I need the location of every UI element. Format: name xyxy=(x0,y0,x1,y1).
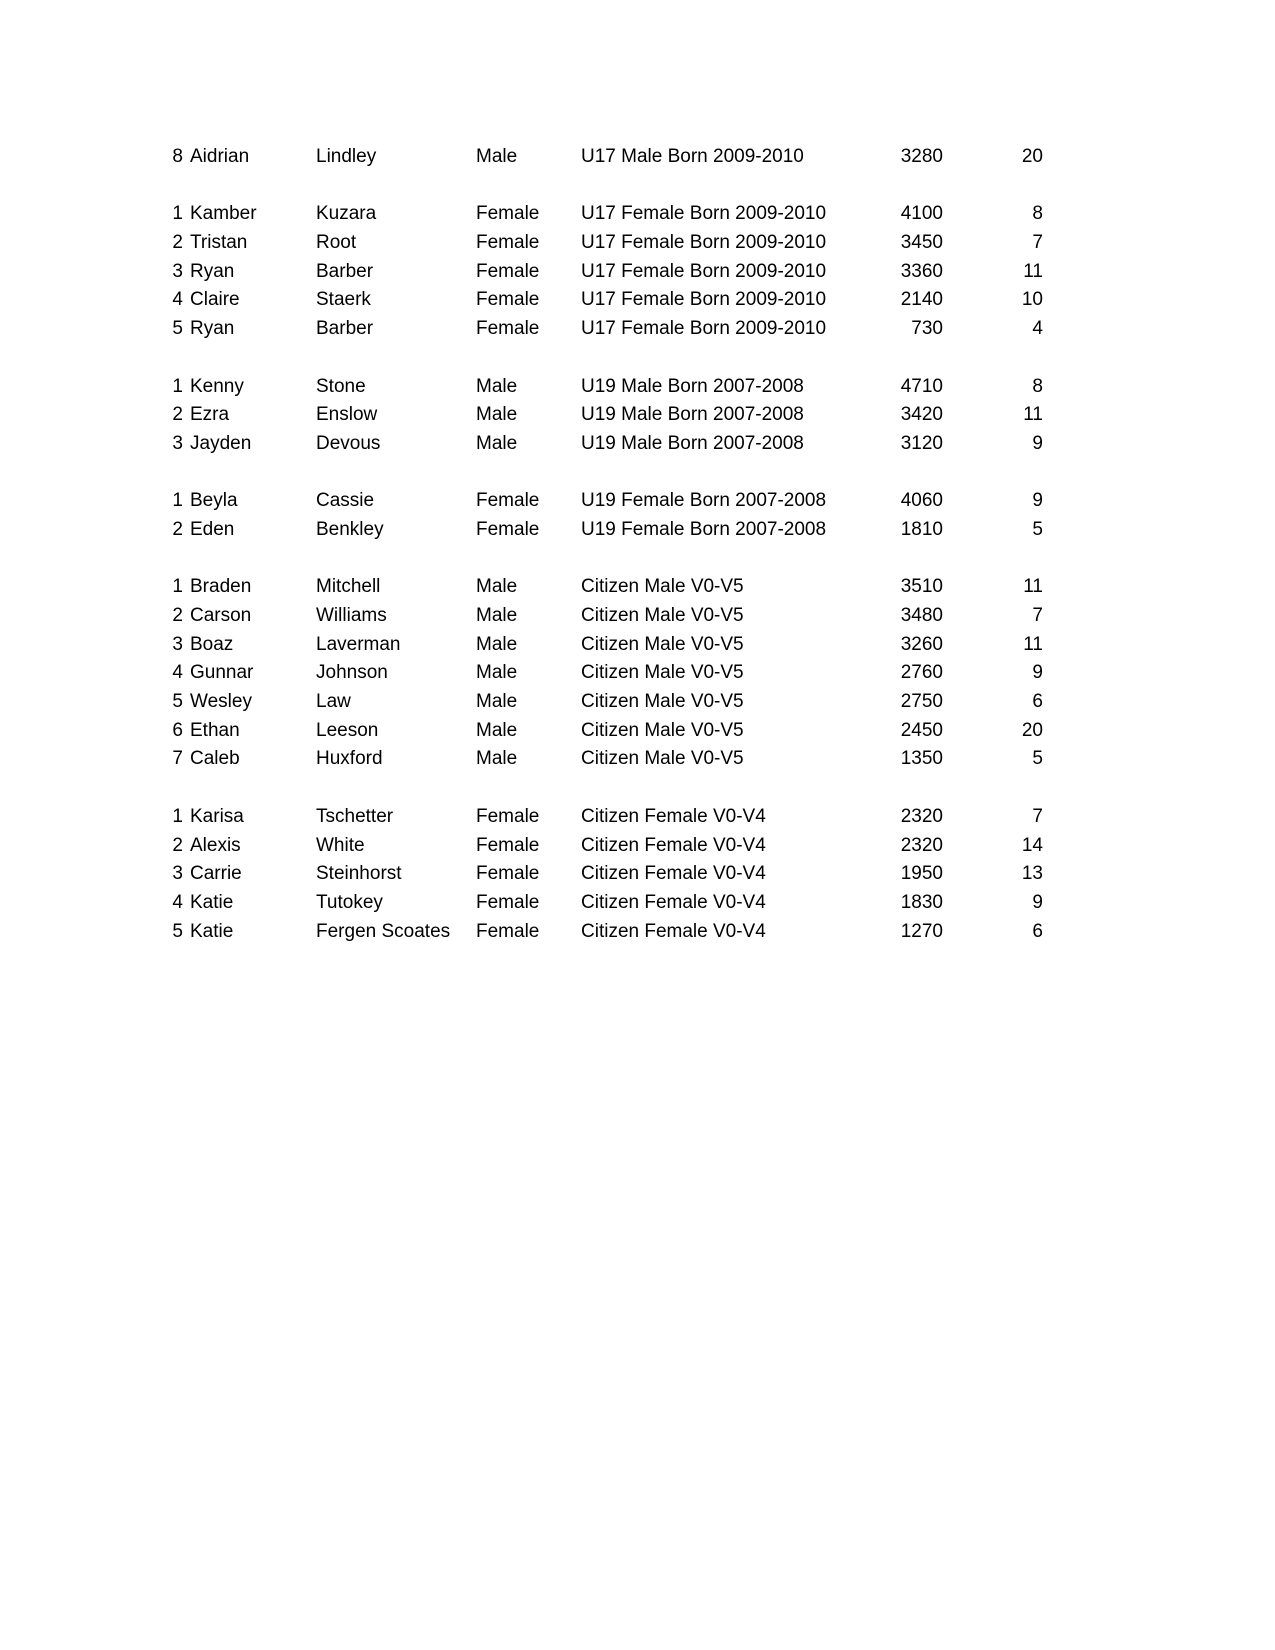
last-name-cell: Staerk xyxy=(316,289,371,311)
category-cell: Citizen Male V0-V5 xyxy=(581,576,744,598)
category-cell: Citizen Female V0-V4 xyxy=(581,891,766,913)
rank-cell: 2 xyxy=(172,404,183,426)
score-cell: 1810 xyxy=(900,518,943,540)
rank-cell: 1 xyxy=(172,203,183,225)
gender-cell: Male xyxy=(476,691,518,713)
score-cell: 2760 xyxy=(900,662,943,684)
score-cell: 4060 xyxy=(900,490,943,512)
gender-cell: Male xyxy=(476,748,518,770)
score-cell: 4710 xyxy=(900,375,943,397)
category-cell: Citizen Female V0-V4 xyxy=(581,805,766,827)
gender-cell: Male xyxy=(476,633,518,655)
rank-cell: 5 xyxy=(172,691,183,713)
first-name-cell: Kenny xyxy=(190,375,244,397)
count-cell: 11 xyxy=(1023,633,1043,655)
first-name-cell: Carson xyxy=(190,605,252,626)
last-name-cell: Barber xyxy=(316,260,374,282)
first-name-cell: Eden xyxy=(190,518,235,540)
count-cell: 11 xyxy=(1023,260,1043,282)
gender-cell: Male xyxy=(476,719,518,741)
table-row xyxy=(158,832,1043,861)
rank-cell: 2 xyxy=(172,834,183,856)
gender-cell: Female xyxy=(476,863,540,885)
last-name-cell: Tutokey xyxy=(316,891,383,913)
gender-cell: Female xyxy=(476,289,540,311)
gender-cell: Female xyxy=(476,891,540,913)
first-name-cell: Alexis xyxy=(190,834,241,856)
rank-cell: 3 xyxy=(172,863,183,885)
group-spacer xyxy=(158,459,1043,488)
score-cell: 3510 xyxy=(900,576,943,598)
gender-cell: Male xyxy=(476,576,518,598)
first-name-cell: Katie xyxy=(190,920,234,942)
last-name-cell: Lindley xyxy=(316,146,377,167)
count-cell: 11 xyxy=(1023,404,1043,426)
gender-cell: Female xyxy=(476,490,540,512)
count-cell: 11 xyxy=(1023,576,1043,598)
last-name-cell: Benkley xyxy=(316,518,384,540)
category-cell: U19 Female Born 2007-2008 xyxy=(581,518,827,540)
last-name-cell: Root xyxy=(316,232,357,254)
score-cell: 1950 xyxy=(900,863,943,885)
first-name-cell: Aidrian xyxy=(190,146,250,167)
last-name-cell: Huxford xyxy=(316,748,383,770)
count-cell: 10 xyxy=(1021,289,1043,311)
table-row xyxy=(158,631,1043,660)
category-cell: U17 Female Born 2009-2010 xyxy=(581,318,827,340)
group-spacer xyxy=(158,344,1043,373)
last-name-cell: Tschetter xyxy=(316,805,394,827)
count-cell: 6 xyxy=(1032,920,1043,942)
last-name-cell: Mitchell xyxy=(316,576,381,598)
last-name-cell: Barber xyxy=(316,318,374,340)
category-cell: Citizen Male V0-V5 xyxy=(581,605,744,626)
score-cell: 4100 xyxy=(900,203,943,225)
gender-cell: Female xyxy=(476,518,540,540)
count-cell: 4 xyxy=(1032,318,1043,340)
category-cell: U17 Female Born 2009-2010 xyxy=(581,260,827,282)
last-name-cell: Kuzara xyxy=(316,203,377,225)
count-cell: 7 xyxy=(1032,232,1043,254)
gender-cell: Male xyxy=(476,146,518,167)
category-cell: Citizen Male V0-V5 xyxy=(581,748,744,770)
count-cell: 9 xyxy=(1032,662,1043,684)
gender-cell: Male xyxy=(476,605,518,626)
last-name-cell: Cassie xyxy=(316,490,375,512)
score-cell: 3480 xyxy=(900,605,943,626)
gender-cell: Male xyxy=(476,432,518,454)
count-cell: 7 xyxy=(1032,605,1043,626)
category-cell: Citizen Female V0-V4 xyxy=(581,834,766,856)
category-cell: U17 Male Born 2009-2010 xyxy=(581,146,804,167)
last-name-cell: Steinhorst xyxy=(316,863,402,885)
rank-cell: 3 xyxy=(172,432,183,454)
table-row xyxy=(158,430,1043,459)
category-cell: U19 Male Born 2007-2008 xyxy=(581,432,804,454)
table-row xyxy=(158,659,1043,688)
count-cell: 14 xyxy=(1021,834,1043,856)
score-cell: 2750 xyxy=(900,691,943,713)
count-cell: 8 xyxy=(1032,203,1043,225)
rank-cell: 1 xyxy=(172,576,183,598)
first-name-cell: Ezra xyxy=(190,404,230,426)
first-name-cell: Ryan xyxy=(190,318,235,340)
count-cell: 8 xyxy=(1032,375,1043,397)
category-cell: Citizen Female V0-V4 xyxy=(581,920,766,942)
rank-cell: 4 xyxy=(172,662,183,684)
table-row xyxy=(158,200,1043,229)
first-name-cell: Karisa xyxy=(190,805,244,827)
rank-cell: 1 xyxy=(172,490,183,512)
rank-cell: 3 xyxy=(172,633,183,655)
table-row xyxy=(158,516,1043,545)
rank-cell: 1 xyxy=(172,805,183,827)
group-spacer xyxy=(158,774,1043,803)
rank-cell: 1 xyxy=(172,375,183,397)
rank-cell: 8 xyxy=(172,146,183,167)
score-cell: 2320 xyxy=(900,834,943,856)
count-cell: 7 xyxy=(1032,805,1043,827)
first-name-cell: Jayden xyxy=(190,432,252,454)
table-row xyxy=(158,745,1043,774)
table-row xyxy=(158,717,1043,746)
last-name-cell: Devous xyxy=(316,432,381,454)
category-cell: Citizen Male V0-V5 xyxy=(581,719,744,741)
count-cell: 20 xyxy=(1021,719,1043,741)
last-name-cell: Law xyxy=(316,691,351,713)
first-name-cell: Ryan xyxy=(190,260,235,282)
table-row xyxy=(158,401,1043,430)
table-row xyxy=(158,487,1043,516)
category-cell: U19 Male Born 2007-2008 xyxy=(581,404,804,426)
score-cell: 1350 xyxy=(900,748,943,770)
category-cell: U17 Female Born 2009-2010 xyxy=(581,232,827,254)
category-cell: U17 Female Born 2009-2010 xyxy=(581,203,827,225)
score-cell: 3360 xyxy=(900,260,943,282)
score-cell: 1270 xyxy=(900,920,943,942)
rank-cell: 4 xyxy=(172,289,183,311)
table-row xyxy=(158,602,1043,631)
score-cell: 3280 xyxy=(900,146,943,167)
rank-cell: 6 xyxy=(172,719,183,741)
table-row xyxy=(158,918,1043,947)
score-cell: 2140 xyxy=(900,289,943,311)
last-name-cell: Williams xyxy=(316,605,387,626)
first-name-cell: Claire xyxy=(190,289,240,311)
gender-cell: Female xyxy=(476,232,540,254)
count-cell: 9 xyxy=(1032,432,1043,454)
score-cell: 1830 xyxy=(900,891,943,913)
gender-cell: Male xyxy=(476,662,518,684)
table-row xyxy=(158,143,1043,172)
last-name-cell: Johnson xyxy=(316,662,388,684)
table-row xyxy=(158,803,1043,832)
category-cell: Citizen Female V0-V4 xyxy=(581,863,766,885)
results-table xyxy=(158,143,1043,946)
score-cell: 3420 xyxy=(900,404,943,426)
group-spacer xyxy=(158,545,1043,574)
rank-cell: 3 xyxy=(172,260,183,282)
count-cell: 20 xyxy=(1021,146,1043,167)
score-cell: 2320 xyxy=(900,805,943,827)
category-cell: U19 Female Born 2007-2008 xyxy=(581,490,827,512)
rank-cell: 7 xyxy=(172,748,183,770)
first-name-cell: Tristan xyxy=(190,232,248,254)
count-cell: 6 xyxy=(1032,691,1043,713)
first-name-cell: Caleb xyxy=(190,748,240,770)
table-row xyxy=(158,860,1043,889)
gender-cell: Female xyxy=(476,805,540,827)
gender-cell: Female xyxy=(476,920,540,942)
score-cell: 3120 xyxy=(900,432,943,454)
score-cell: 3260 xyxy=(900,633,943,655)
table-row xyxy=(158,258,1043,287)
score-cell: 3450 xyxy=(900,232,943,254)
rank-cell: 5 xyxy=(172,920,183,942)
category-cell: Citizen Male V0-V5 xyxy=(581,633,744,655)
count-cell: 5 xyxy=(1032,518,1043,540)
rank-cell: 5 xyxy=(172,318,183,340)
rank-cell: 2 xyxy=(172,518,183,540)
score-cell: 2450 xyxy=(900,719,943,741)
gender-cell: Female xyxy=(476,318,540,340)
gender-cell: Female xyxy=(476,260,540,282)
score-cell: 730 xyxy=(911,318,943,340)
category-cell: U19 Male Born 2007-2008 xyxy=(581,375,804,397)
first-name-cell: Boaz xyxy=(190,633,234,655)
last-name-cell: Laverman xyxy=(316,633,401,655)
first-name-cell: Wesley xyxy=(190,691,252,713)
table-row xyxy=(158,373,1043,402)
count-cell: 9 xyxy=(1032,891,1043,913)
gender-cell: Female xyxy=(476,203,540,225)
first-name-cell: Gunnar xyxy=(190,662,254,684)
first-name-cell: Kamber xyxy=(190,203,257,225)
last-name-cell: Enslow xyxy=(316,404,378,426)
first-name-cell: Carrie xyxy=(190,863,242,885)
last-name-cell: Leeson xyxy=(316,719,379,741)
first-name-cell: Katie xyxy=(190,891,234,913)
table-row xyxy=(158,315,1043,344)
group-spacer xyxy=(158,172,1043,201)
rank-cell: 2 xyxy=(172,232,183,254)
gender-cell: Female xyxy=(476,834,540,856)
gender-cell: Male xyxy=(476,404,518,426)
category-cell: U17 Female Born 2009-2010 xyxy=(581,289,827,311)
gender-cell: Male xyxy=(476,375,518,397)
count-cell: 9 xyxy=(1032,490,1043,512)
rank-cell: 2 xyxy=(172,605,183,626)
table-row xyxy=(158,889,1043,918)
count-cell: 13 xyxy=(1021,863,1043,885)
table-row xyxy=(158,688,1043,717)
first-name-cell: Beyla xyxy=(190,490,238,512)
rank-cell: 4 xyxy=(172,891,183,913)
count-cell: 5 xyxy=(1032,748,1043,770)
category-cell: Citizen Male V0-V5 xyxy=(581,662,744,684)
table-row xyxy=(158,573,1043,602)
table-row xyxy=(158,229,1043,258)
table-row xyxy=(158,286,1043,315)
first-name-cell: Ethan xyxy=(190,719,240,741)
category-cell: Citizen Male V0-V5 xyxy=(581,691,744,713)
last-name-cell: Fergen Scoates xyxy=(316,920,451,942)
last-name-cell: Stone xyxy=(316,375,366,397)
first-name-cell: Braden xyxy=(190,576,252,598)
last-name-cell: White xyxy=(316,834,365,856)
